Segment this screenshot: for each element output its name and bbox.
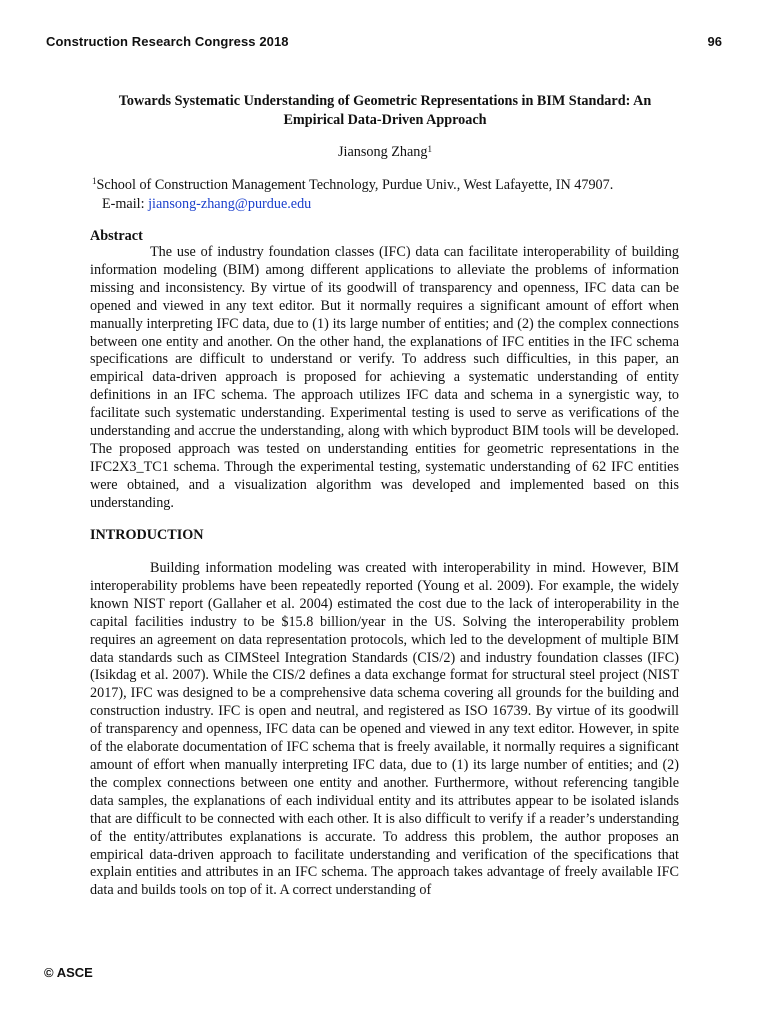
email-line (92, 195, 692, 214)
abstract-heading: Abstract (90, 228, 143, 244)
introduction-heading: INTRODUCTION (90, 527, 204, 543)
affiliation-block (92, 176, 692, 214)
affiliation-text: School of Construction Management Technology, Purdue Univ., West Lafayette, IN 47907. (96, 177, 614, 193)
author-line (90, 144, 680, 161)
introduction-text: Building information modeling was created with interoperability in mind. However, BIM interoperability problems have been repeatedly reported (Young et al. 2009). For example, the widely known NIST report (Gallaher et al. 2004) estimated the cost due to the lack of interoperability in the capital facilities industry to be $15.8 billion/year in the US. Solving the interoperability problem requires an agreement on data representation protocols, which led to the development of multiple BIM data standards such as CIMSteel Integration Standards (CIS/2) and industry foundation classes (IFC) (Isikdag et al. 2007). While the CIS/2 defines a data exchange format for structural steel project (NIST 2017), IFC was designed to be a comprehensive data schema covering all grounds for the building and construction industry. IFC is open and neutral, and registered as ISO 16739. By virtue of its goodwill of transparency and openness, IFC data can be opened and viewed in any text editor. However, in spite of the elaborate documentation of IFC schema that is freely available, it normally requires a significant amount of effort when manually interpreting IFC data, due to (1) its large number of entities; and (2) the complex connections between one entity and another. Furthermore, without referencing tangible data samples, the explanations of each individual entity and its attributes appear to be isolated islands that are difficult to be connected with each other. It is also difficult to verify if a reader’s understanding of the entity/attributes explanations is accurate. To address this problem, the author proposes an empirical data-driven approach to facilitate understanding and verification of the specifications that explain entities and attributes in an IFC schema. The approach takes advantage of freely available IFC data and builds tools on top of it. A correct understanding of (90, 560, 679, 899)
abstract-text: The use of industry foundation classes (IFC) data can facilitate interoperability of building information modeling (BIM) among different applications to alleviate the problems of information missing and inconsistency. By virtue of its goodwill of transparency and openness, IFC data can be opened and viewed in any text editor. But it normally requires a significant amount of effort when manually interpreting IFC data, due to (1) its large number of entities; and (2) the complex connections between one entity and another. On the other hand, the explanations of IFC entities in the IFC schema specifications are difficult to understand or verify. To address such difficulties, in this paper, an empirical data-driven approach is proposed for achieving a systematic understanding of entity definitions in an IFC schema. The approach utilizes IFC data and schema in a synergistic way, to facilitate such systematic understanding. Experimental testing is used to serve as verifications of the understanding and accrue the understanding, along with which byproduct BIM tools will be developed. The proposed approach was tested on understanding entities for geometric representations in the IFC2X3_TC1 schema. Through the experimental testing, systematic understanding of 62 IFC entities were obtained, and a visualization algorithm was developed and implemented based on this understanding. (90, 244, 679, 511)
affiliation-superscript: 1 (92, 176, 97, 186)
author-name: Jiansong Zhang (338, 144, 428, 160)
affiliation-line (92, 176, 692, 195)
paper-title: Towards Systematic Understanding of Geometric Representations in BIM Standard: An Empirical Data-Driven Approach (118, 93, 652, 128)
running-header-conference: Construction Research Congress 2018 (46, 34, 289, 49)
email-label: E-mail: (102, 196, 145, 212)
email-link[interactable]: jiansong-zhang@purdue.edu (148, 196, 312, 212)
page-number: 96 (707, 34, 722, 49)
copyright-footer: © ASCE (44, 965, 93, 980)
author-superscript: 1 (427, 144, 432, 154)
